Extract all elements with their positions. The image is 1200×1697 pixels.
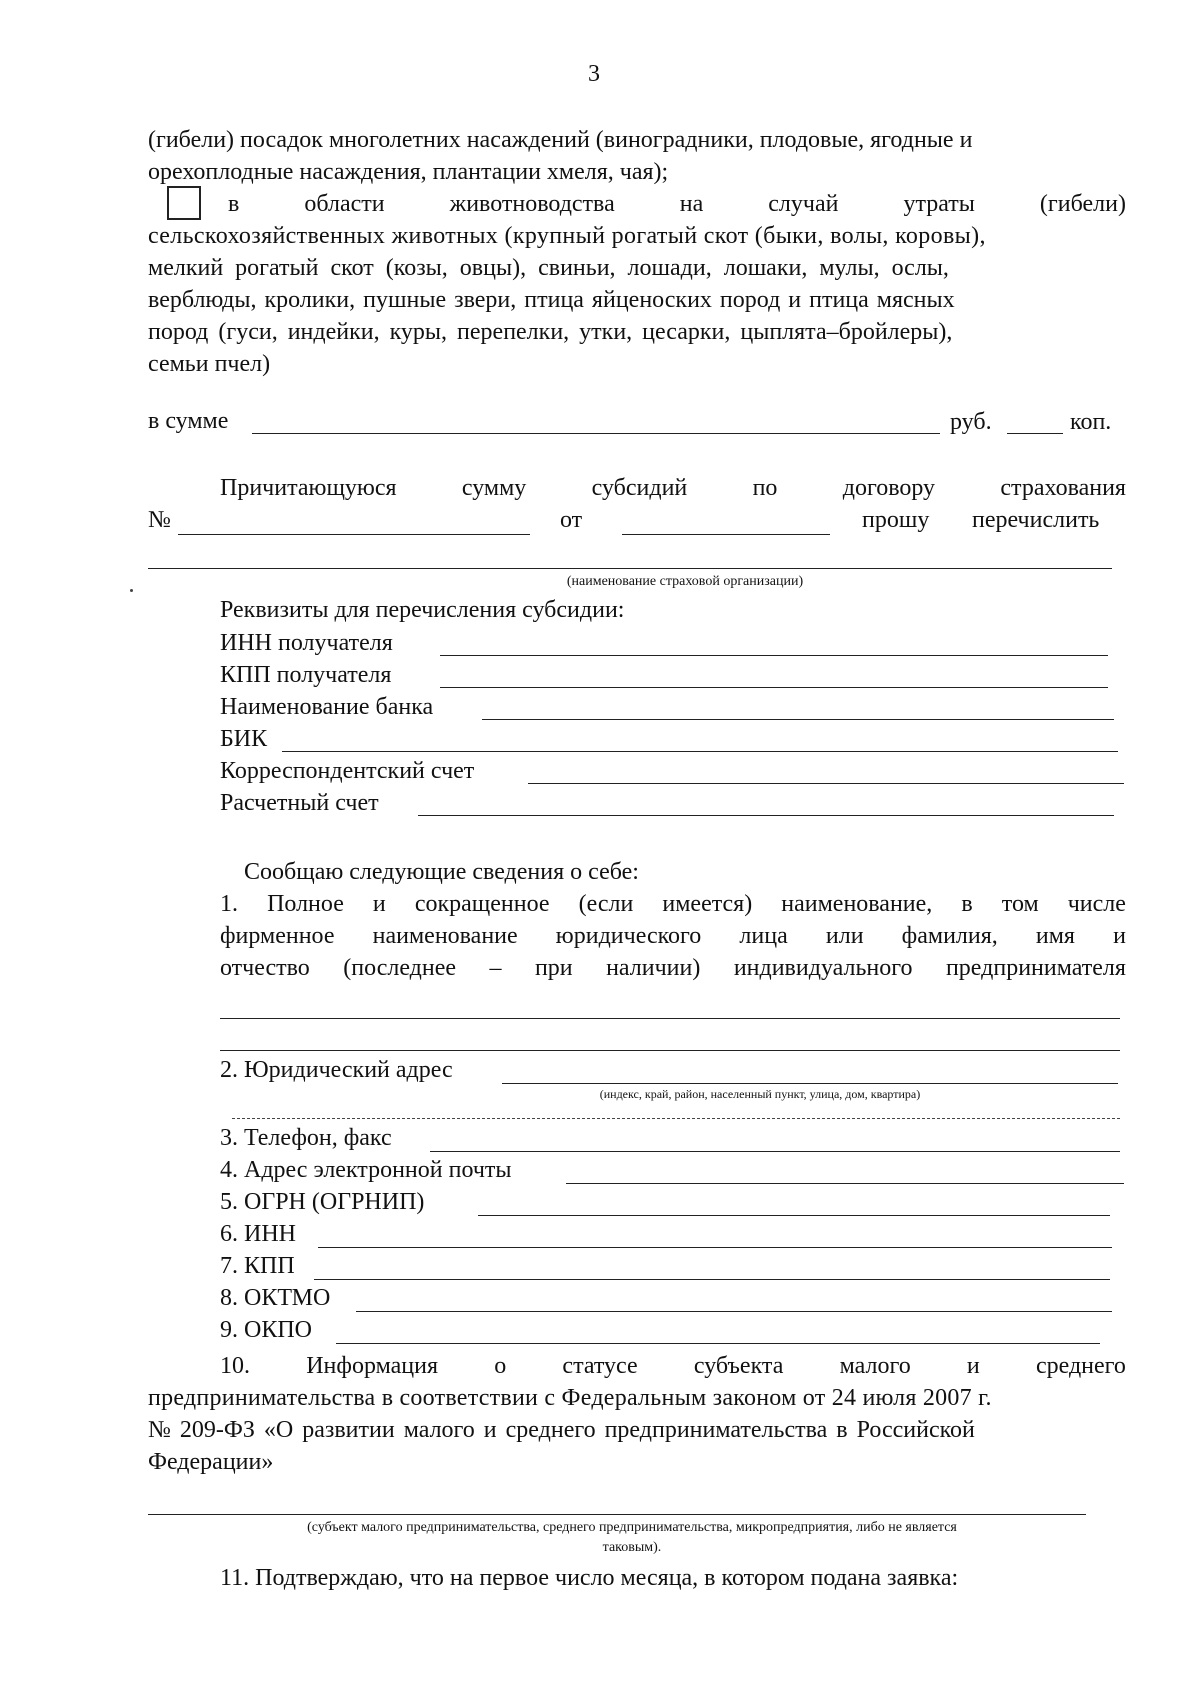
legal-address-field-2[interactable]: [232, 1118, 1120, 1119]
rub-label: руб.: [950, 409, 992, 435]
item10-line-3: № 209-ФЗ «О развитии малого и среднего предпринимательства в Российской: [148, 1417, 975, 1443]
transfer-line-1: Причитающуюся сумму субсидий по договору страхования: [220, 475, 1126, 501]
sum-kop-field[interactable]: [1007, 433, 1063, 434]
item5-label: 5. ОГРН (ОГРНИП): [220, 1189, 425, 1215]
email-field[interactable]: [566, 1183, 1124, 1184]
address-caption: (индекс, край, район, населенный пункт, улица, дом, квартира): [599, 1087, 921, 1101]
livestock-checkbox[interactable]: [167, 186, 201, 220]
intro-line-2: орехоплодные насаждения, плантации хмеля, чая);: [148, 159, 669, 185]
livestock-line-3: мелкий рогатый скот (козы, овцы), свиньи, лошади, лошаки, мулы, ослы,: [148, 255, 949, 281]
req-inn-label: ИНН получателя: [220, 630, 393, 656]
inn-field[interactable]: [318, 1247, 1112, 1248]
req-inn-field[interactable]: [440, 655, 1108, 656]
kop-label: коп.: [1070, 409, 1112, 435]
kpp-field[interactable]: [314, 1279, 1110, 1280]
item3-label: 3. Телефон, факс: [220, 1125, 392, 1151]
item7-label: 7. КПП: [220, 1253, 295, 1279]
item4-label: 4. Адрес электронной почты: [220, 1157, 512, 1183]
item8-label: 8. ОКТМО: [220, 1285, 331, 1311]
req-account-field[interactable]: [418, 815, 1114, 816]
req-bik-label: БИК: [220, 726, 268, 752]
contract-date-field[interactable]: [622, 534, 830, 535]
req-kpp-field[interactable]: [440, 687, 1108, 688]
item10-line-1: 10. Информация о статусе субъекта малого и среднего: [220, 1353, 1126, 1379]
item6-label: 6. ИНН: [220, 1221, 296, 1247]
req-bank-field[interactable]: [482, 719, 1114, 720]
legal-address-field[interactable]: [502, 1083, 1118, 1084]
page-number: 3: [588, 61, 600, 87]
livestock-line-1: в области животноводства на случай утраты (гибели): [228, 191, 1126, 217]
req-bik-field[interactable]: [282, 751, 1118, 752]
req-corr-label: Корреспондентский счет: [220, 758, 475, 784]
requisites-title: Реквизиты для перечисления субсидии:: [220, 597, 625, 623]
sum-rub-field[interactable]: [252, 433, 940, 434]
sme-status-field[interactable]: [148, 1514, 1086, 1515]
oktmo-field[interactable]: [356, 1311, 1112, 1312]
item10-line-2: предпринимательства в соответствии с Федеральным законом от 24 июля 2007 г.: [148, 1385, 992, 1411]
contract-number-field[interactable]: [178, 534, 530, 535]
livestock-line-4: верблюды, кролики, пушные звери, птица яйценоских пород и птица мясных: [148, 287, 955, 313]
intro-line-1: (гибели) посадок многолетних насаждений (виноградники, плодовые, ягодные и: [148, 127, 973, 153]
item10-line-4: Федерации»: [148, 1449, 274, 1475]
livestock-line-2: сельскохозяйственных животных (крупный рогатый скот (быки, волы, коровы),: [148, 223, 986, 249]
sum-label: в сумме: [148, 408, 229, 434]
item9-label: 9. ОКПО: [220, 1317, 313, 1343]
req-bank-label: Наименование банка: [220, 694, 434, 720]
req-kpp-label: КПП получателя: [220, 662, 392, 688]
insurer-name-field[interactable]: [148, 568, 1112, 569]
request-perechislit: перечислить: [972, 507, 1100, 533]
margin-dot: [130, 589, 133, 592]
item1-line-1: 1. Полное и сокращенное (если имеется) наименование, в том числе: [220, 891, 1126, 917]
item1-line-3: отчество (последнее – при наличии) индивидуального предпринимателя: [220, 955, 1126, 981]
livestock-line-5: пород (гуси, индейки, куры, перепелки, утки, цесарки, цыплята–бройлеры),: [148, 319, 953, 345]
phone-field[interactable]: [430, 1151, 1120, 1152]
insurer-caption: (наименование страховой организации): [566, 574, 804, 589]
item2-label: 2. Юридический адрес: [220, 1057, 453, 1083]
livestock-line-6: семьи пчел): [148, 351, 271, 377]
status-caption-line-1: (субъект малого предпринимательства, среднего предпринимательства, микропредприятия, либо не является: [307, 1520, 957, 1535]
okpo-field[interactable]: [336, 1343, 1100, 1344]
item1-field-1[interactable]: [220, 1018, 1120, 1019]
about-title: Сообщаю следующие сведения о себе:: [244, 859, 639, 885]
from-label: от: [560, 507, 583, 533]
status-caption-line-2: таковым).: [602, 1540, 662, 1555]
item1-field-2[interactable]: [220, 1050, 1120, 1051]
number-sign: №: [148, 507, 171, 533]
item11: 11. Подтверждаю, что на первое число месяца, в котором подана заявка:: [220, 1565, 959, 1591]
request-prosu: прошу: [862, 507, 930, 533]
item1-line-2: фирменное наименование юридического лица или фамилия, имя и: [220, 923, 1126, 949]
req-account-label: Расчетный счет: [220, 790, 379, 816]
req-corr-field[interactable]: [528, 783, 1124, 784]
ogrn-field[interactable]: [478, 1215, 1110, 1216]
